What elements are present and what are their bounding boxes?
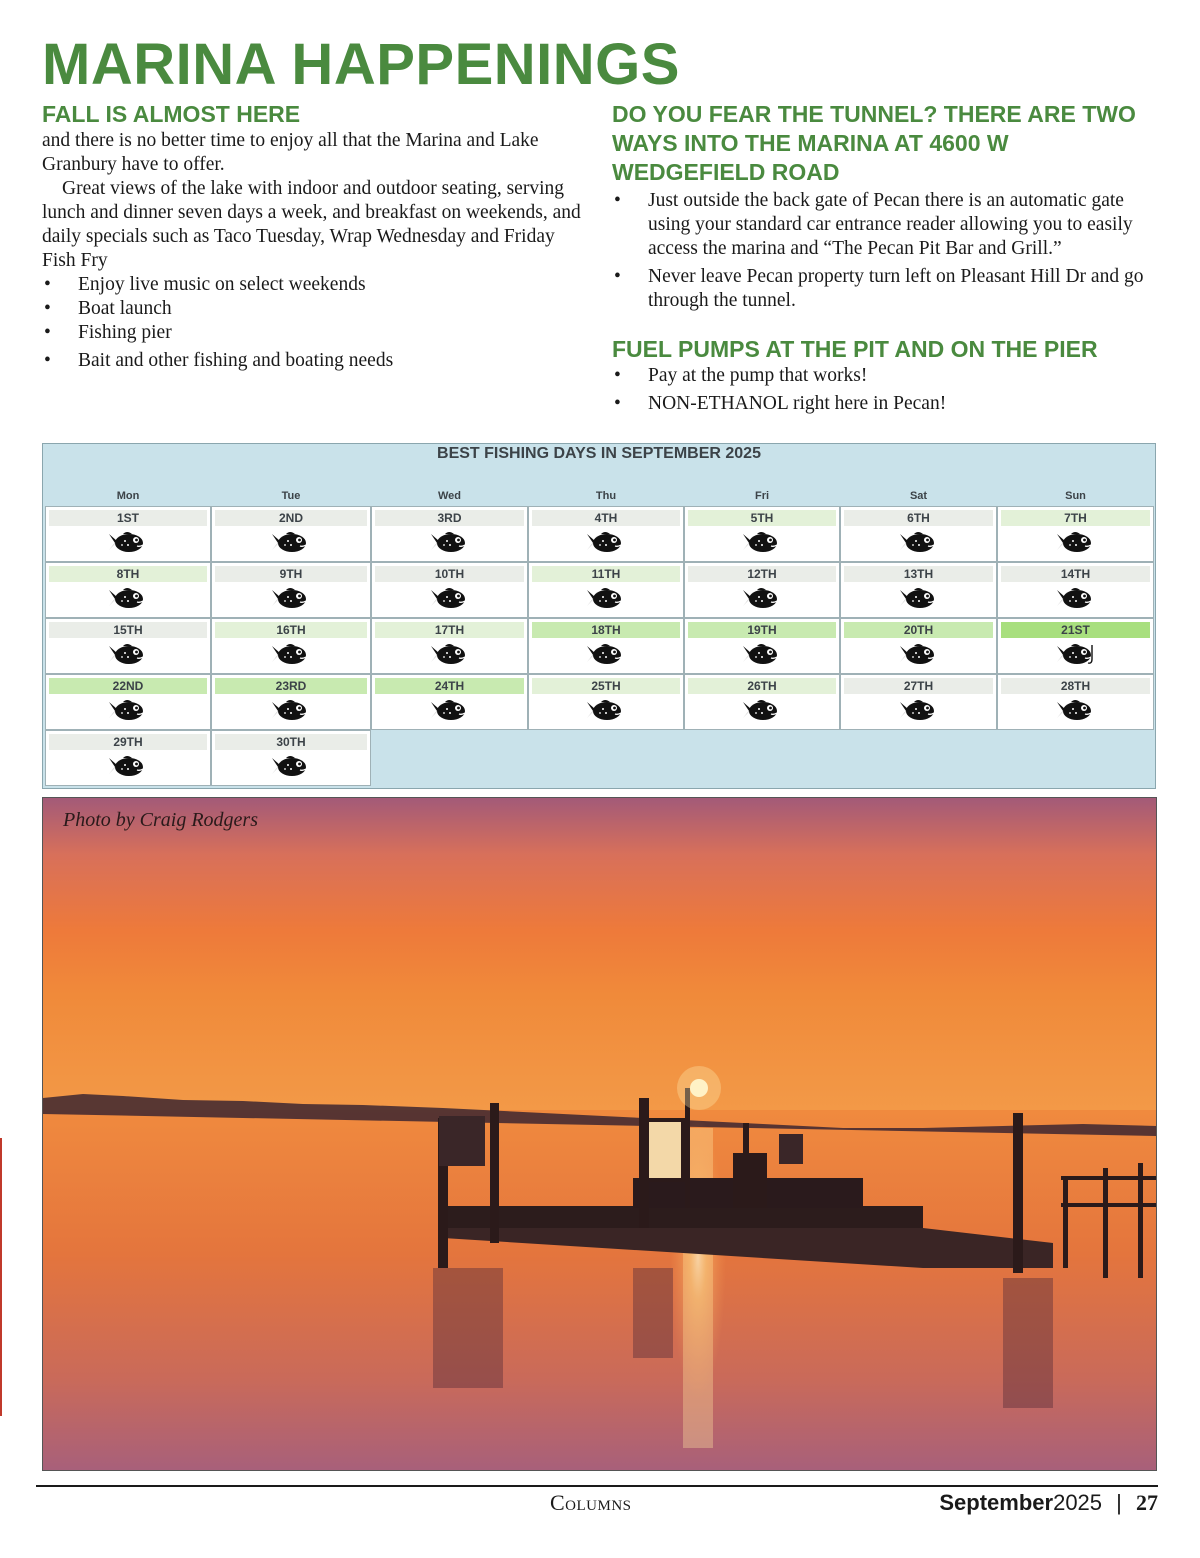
calendar-day-cell bbox=[840, 506, 997, 562]
fish-icon bbox=[429, 642, 471, 668]
fall-intro-text: and there is no better time to enjoy all that the Marina and Lake Granbury have to offer. bbox=[42, 130, 539, 175]
calendar-day-cell bbox=[45, 730, 211, 786]
calendar-date-label: 25TH bbox=[532, 678, 680, 694]
calendar-date-label: 24TH bbox=[375, 678, 524, 694]
weekday-header: Tue bbox=[281, 490, 301, 502]
weekday-header: Fri bbox=[754, 490, 770, 502]
calendar-day-cell bbox=[997, 618, 1154, 674]
page-number: 27 bbox=[1136, 1490, 1158, 1515]
fish-icon bbox=[429, 698, 471, 724]
calendar-day-cell bbox=[45, 506, 211, 562]
fish-icon bbox=[898, 642, 940, 668]
calendar-day-cell bbox=[211, 506, 371, 562]
marina-sunset-image bbox=[43, 798, 1156, 1470]
calendar-date-label: 7TH bbox=[1001, 510, 1150, 526]
calendar-day-cell bbox=[997, 506, 1154, 562]
calendar-day-cell bbox=[371, 562, 528, 618]
list-item: • Fishing pier bbox=[42, 321, 587, 345]
fish-icon bbox=[270, 698, 312, 724]
fish-icon bbox=[898, 530, 940, 556]
calendar-date-label: 1ST bbox=[49, 510, 207, 526]
calendar-date-label: 15TH bbox=[49, 622, 207, 638]
photo-credit: Photo by Craig Rodgers bbox=[63, 809, 258, 831]
list-item: • Just outside the back gate of Pecan there is an automatic gate using your standard car entrance reader allowing you to easily access the marina and “The Pecan Pit Bar and Grill.” bbox=[612, 189, 1157, 261]
fish-on-hook-icon bbox=[1055, 642, 1097, 668]
weekday-header: Thu bbox=[595, 490, 617, 502]
calendar-day-cell bbox=[528, 618, 684, 674]
section-heading-fuel: FUEL PUMPS AT THE PIT AND ON THE PIER bbox=[612, 336, 1098, 362]
calendar-date-label: 23RD bbox=[215, 678, 367, 694]
calendar-date-label: 2ND bbox=[215, 510, 367, 526]
calendar-date-label: 4TH bbox=[532, 510, 680, 526]
fish-icon bbox=[585, 642, 627, 668]
section-heading-fall: FALL IS ALMOST HERE bbox=[42, 101, 301, 127]
calendar-day-cell bbox=[528, 674, 684, 730]
calendar-day-cell bbox=[371, 618, 528, 674]
list-item: • NON-ETHANOL right here in Pecan! bbox=[612, 392, 1157, 416]
calendar-date-label: 13TH bbox=[844, 566, 993, 582]
fish-icon bbox=[585, 586, 627, 612]
fish-icon bbox=[1055, 530, 1097, 556]
calendar-day-cell bbox=[840, 618, 997, 674]
calendar-date-label: 19TH bbox=[688, 622, 836, 638]
calendar-day-cell bbox=[528, 562, 684, 618]
fish-icon bbox=[107, 586, 149, 612]
footer-divider bbox=[36, 1485, 1158, 1487]
fuel-list bbox=[612, 364, 1157, 416]
calendar-date-label: 29TH bbox=[49, 734, 207, 750]
fish-icon bbox=[270, 586, 312, 612]
calendar-day-cell bbox=[684, 562, 840, 618]
sunset-photo bbox=[42, 797, 1157, 1471]
calendar-day-cell bbox=[45, 562, 211, 618]
calendar-title: BEST FISHING DAYS IN SEPTEMBER 2025 bbox=[437, 445, 761, 462]
list-item: • Enjoy live music on select weekends bbox=[42, 273, 587, 297]
calendar-date-label: 28TH bbox=[1001, 678, 1150, 694]
left-column bbox=[42, 100, 587, 373]
calendar-day-cell bbox=[211, 730, 371, 786]
calendar-day-cell bbox=[840, 674, 997, 730]
fish-icon bbox=[1055, 586, 1097, 612]
calendar-day-cell bbox=[840, 562, 997, 618]
weekday-header: Sat bbox=[909, 490, 928, 502]
calendar-date-label: 8TH bbox=[49, 566, 207, 582]
fish-icon bbox=[429, 530, 471, 556]
calendar-day-cell bbox=[528, 506, 684, 562]
fish-icon bbox=[585, 530, 627, 556]
weekday-header: Mon bbox=[116, 490, 140, 502]
calendar-day-cell bbox=[371, 674, 528, 730]
fish-icon bbox=[741, 698, 783, 724]
fish-icon bbox=[270, 642, 312, 668]
fish-icon bbox=[898, 586, 940, 612]
right-column bbox=[612, 100, 1157, 416]
calendar-date-label: 27TH bbox=[844, 678, 993, 694]
calendar-date-label: 17TH bbox=[375, 622, 524, 638]
weekday-header: Sun bbox=[1065, 490, 1086, 502]
calendar-date-label: 5TH bbox=[688, 510, 836, 526]
publication-name: Columns bbox=[550, 1490, 632, 1515]
footer-year: 2025 bbox=[1053, 1490, 1103, 1515]
calendar-date-label: 22ND bbox=[49, 678, 207, 694]
calendar-date-label: 20TH bbox=[844, 622, 993, 638]
fish-icon bbox=[107, 698, 149, 724]
list-item: • Never leave Pecan property turn left on Pleasant Hill Dr and go through the tunnel. bbox=[612, 265, 1157, 313]
calendar-date-label: 26TH bbox=[688, 678, 836, 694]
calendar-date-label: 6TH bbox=[844, 510, 993, 526]
fish-icon bbox=[741, 586, 783, 612]
fish-icon bbox=[585, 698, 627, 724]
calendar-day-cell bbox=[684, 506, 840, 562]
list-item: • Bait and other fishing and boating needs bbox=[42, 349, 587, 373]
calendar-date-label: 16TH bbox=[215, 622, 367, 638]
fish-icon bbox=[270, 530, 312, 556]
calendar-day-cell bbox=[211, 674, 371, 730]
amenities-list bbox=[42, 273, 587, 373]
calendar-day-cell bbox=[211, 618, 371, 674]
list-item: • Pay at the pump that works! bbox=[612, 364, 1157, 388]
fish-icon bbox=[107, 754, 149, 780]
tunnel-list bbox=[612, 189, 1157, 313]
calendar-day-cell bbox=[371, 506, 528, 562]
fall-description-text: Great views of the lake with indoor and outdoor seating, serving lunch and dinner seven days a week, and breakfast on weekends, and daily specials such as Taco Tuesday, Wrap Wednesday and Friday Fish Fry bbox=[42, 178, 581, 271]
calendar-day-cell bbox=[684, 674, 840, 730]
footer-month: September bbox=[939, 1490, 1054, 1515]
calendar-day-cell bbox=[45, 618, 211, 674]
footer-separator: | bbox=[1116, 1490, 1122, 1515]
fish-icon bbox=[270, 754, 312, 780]
fishing-calendar bbox=[42, 443, 1156, 789]
fish-icon bbox=[107, 642, 149, 668]
fish-icon bbox=[898, 698, 940, 724]
page-title: MARINA HAPPENINGS bbox=[42, 32, 680, 97]
fish-icon bbox=[741, 530, 783, 556]
calendar-date-label: 11TH bbox=[532, 566, 680, 582]
fish-icon bbox=[1055, 698, 1097, 724]
calendar-date-label: 21ST bbox=[1001, 622, 1150, 638]
page-edge-mark bbox=[0, 1138, 2, 1416]
calendar-date-label: 30TH bbox=[215, 734, 367, 750]
calendar-date-label: 10TH bbox=[375, 566, 524, 582]
fish-icon bbox=[741, 642, 783, 668]
calendar-day-cell bbox=[45, 674, 211, 730]
list-item: • Boat launch bbox=[42, 297, 587, 321]
fish-icon bbox=[429, 586, 471, 612]
calendar-day-cell bbox=[684, 618, 840, 674]
calendar-date-label: 18TH bbox=[532, 622, 680, 638]
calendar-date-label: 9TH bbox=[215, 566, 367, 582]
footer-issue-date bbox=[939, 1490, 1158, 1516]
calendar-date-label: 14TH bbox=[1001, 566, 1150, 582]
calendar-day-cell bbox=[997, 674, 1154, 730]
weekday-header: Wed bbox=[437, 490, 462, 502]
section-heading-tunnel: DO YOU FEAR THE TUNNEL? THERE ARE TWO WAYS INTO THE MARINA AT 4600 W WEDGEFIELD ROAD bbox=[612, 101, 1136, 185]
calendar-day-cell bbox=[997, 562, 1154, 618]
fish-icon bbox=[107, 530, 149, 556]
calendar-day-cell bbox=[211, 562, 371, 618]
calendar-date-label: 12TH bbox=[688, 566, 836, 582]
calendar-date-label: 3RD bbox=[375, 510, 524, 526]
